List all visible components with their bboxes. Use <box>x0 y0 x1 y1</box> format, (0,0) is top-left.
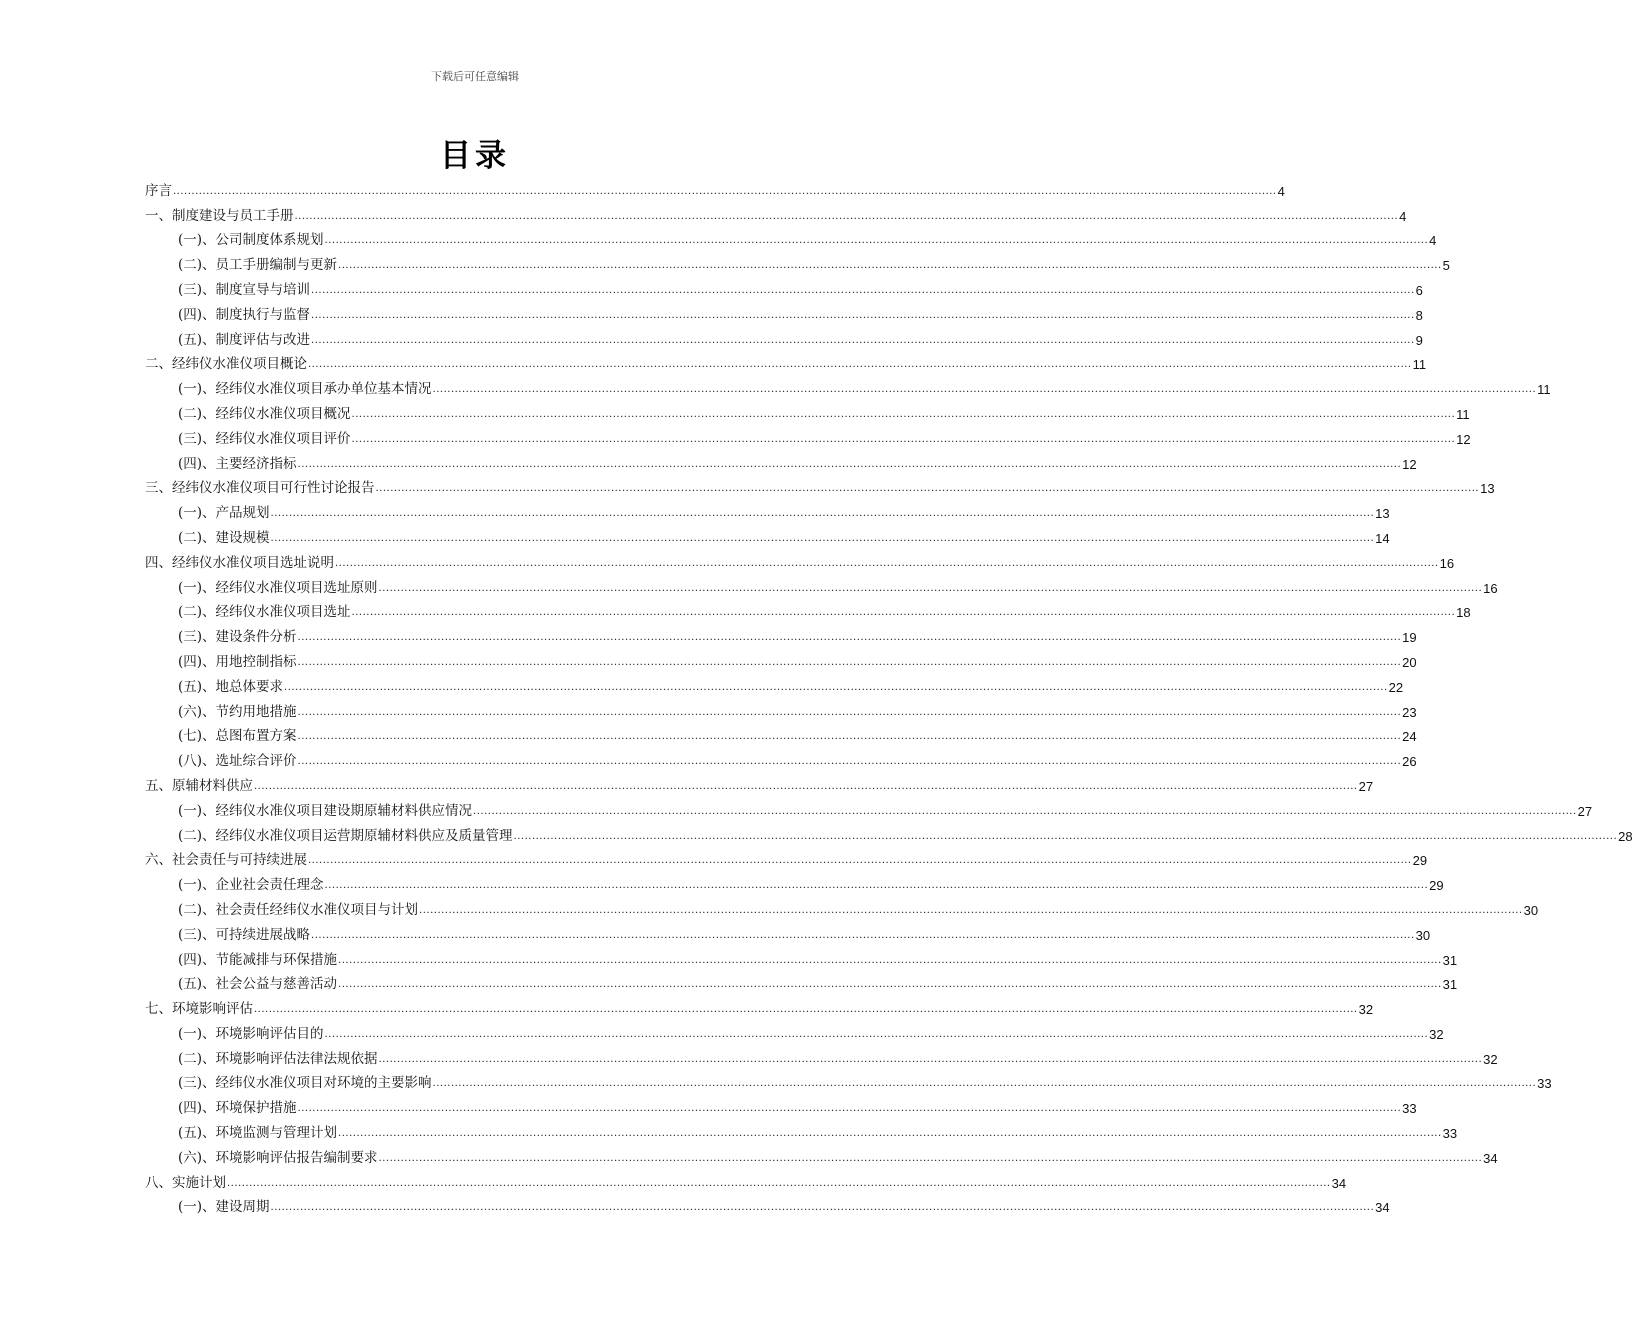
toc-entry-page: 16 <box>1483 580 1498 596</box>
table-of-contents <box>145 175 1633 1216</box>
toc-leader-dots: ............................................................................................................................................................................................................................................................................................................ <box>311 334 1415 346</box>
toc-entry-title: 四、经纬仪水准仪项目选址说明 <box>145 554 334 571</box>
toc-entry[interactable] <box>145 299 1423 324</box>
toc-entry-title: 三、经纬仪水准仪项目可行性讨论报告 <box>145 480 375 497</box>
toc-entry-page: 33 <box>1537 1076 1552 1092</box>
toc-leader-dots: ............................................................................................................................................................................................................................................................................................................ <box>324 235 1429 247</box>
toc-entry-title: (二)、社会责任经纬仪水准仪项目与计划 <box>178 901 419 918</box>
toc-entry-page: 13 <box>1375 506 1390 522</box>
toc-entry[interactable] <box>145 274 1423 299</box>
toc-entry[interactable] <box>145 646 1417 671</box>
toc-entry[interactable] <box>145 944 1458 969</box>
toc-entry[interactable] <box>145 1018 1444 1043</box>
header-note: 下载后可任意编辑 <box>431 70 519 83</box>
toc-entry[interactable] <box>145 547 1455 572</box>
toc-entry-page: 13 <box>1480 481 1495 497</box>
toc-entry-title: (三)、经纬仪水准仪项目评价 <box>178 430 351 447</box>
toc-leader-dots: ............................................................................................................................................................................................................................................................................................................ <box>378 1152 1483 1164</box>
toc-entry-title: (四)、用地控制指标 <box>178 653 297 670</box>
toc-entry-page: 4 <box>1399 208 1407 224</box>
toc-entry-title: (一)、经纬仪水准仪项目建设期原辅材料供应情况 <box>178 802 473 819</box>
toc-entry-title: (一)、企业社会责任理念 <box>178 877 324 894</box>
toc-entry-page: 22 <box>1388 679 1404 695</box>
toc-entry-page: 29 <box>1429 878 1444 894</box>
toc-entry-page: 8 <box>1415 307 1423 323</box>
toc-entry-page: 29 <box>1412 853 1428 869</box>
toc-leader-dots: ............................................................................................................................................................................................................................................................................................................ <box>473 805 1577 817</box>
toc-entry[interactable] <box>145 969 1458 994</box>
toc-entry[interactable] <box>145 373 1551 398</box>
toc-entry-page: 9 <box>1415 332 1423 348</box>
toc-leader-dots: ............................................................................................................................................................................................................................................................................................................ <box>432 1078 1537 1090</box>
toc-entry-title: (一)、公司制度体系规划 <box>178 232 324 249</box>
toc-entry[interactable] <box>145 721 1417 746</box>
toc-leader-dots: ............................................................................................................................................................................................................................................................................................................ <box>270 1202 1375 1214</box>
toc-entry[interactable] <box>145 770 1374 795</box>
toc-entry-title: (二)、建设规模 <box>178 529 270 546</box>
toc-entry-page: 32 <box>1483 1051 1498 1067</box>
toc-entry-page: 4 <box>1277 183 1285 199</box>
toc-entry-page: 27 <box>1577 803 1593 819</box>
toc-leader-dots: ............................................................................................................................................................................................................................................................................................................ <box>432 384 1537 396</box>
toc-leader-dots: ............................................................................................................................................................................................................................................................................................................ <box>311 284 1415 296</box>
toc-entry-title: (六)、节约用地措施 <box>178 703 297 720</box>
toc-entry-page: 12 <box>1402 456 1417 472</box>
toc-entry-page: 31 <box>1442 977 1458 993</box>
toc-leader-dots: ............................................................................................................................................................................................................................................................................................................ <box>297 756 1402 768</box>
toc-leader-dots: ............................................................................................................................................................................................................................................................................................................ <box>254 780 1358 792</box>
toc-entry-title: (四)、环境保护措施 <box>178 1100 297 1117</box>
toc-entry-page: 6 <box>1415 282 1423 298</box>
toc-leader-dots: ............................................................................................................................................................................................................................................................................................................ <box>297 731 1402 743</box>
toc-entry-page: 18 <box>1456 605 1471 621</box>
toc-leader-dots: ............................................................................................................................................................................................................................................................................................................ <box>297 706 1402 718</box>
toc-entry-page: 27 <box>1358 778 1374 794</box>
toc-leader-dots: ............................................................................................................................................................................................................................................................................................................ <box>297 458 1402 470</box>
toc-entry-page: 12 <box>1456 431 1471 447</box>
toc-entry-title: (五)、地总体要求 <box>178 678 284 695</box>
toc-entry-page: 4 <box>1429 233 1437 249</box>
toc-leader-dots: ............................................................................................................................................................................................................................................................................................................ <box>297 632 1402 644</box>
toc-entry[interactable] <box>145 448 1417 473</box>
toc-entry[interactable] <box>145 249 1450 274</box>
toc-entry-title: (七)、总图布置方案 <box>178 728 297 745</box>
toc-entry-page: 11 <box>1456 406 1470 422</box>
toc-entry-page: 33 <box>1442 1126 1458 1142</box>
toc-entry-title: (一)、产品规划 <box>178 505 270 522</box>
toc-leader-dots: ............................................................................................................................................................................................................................................................................................................ <box>324 1028 1429 1040</box>
toc-leader-dots: ............................................................................................................................................................................................................................................................................................................ <box>338 260 1442 272</box>
toc-leader-dots: ............................................................................................................................................................................................................................................................................................................ <box>375 483 1480 495</box>
toc-leader-dots: ............................................................................................................................................................................................................................................................................................................ <box>351 607 1456 619</box>
toc-entry-page: 32 <box>1358 1002 1374 1018</box>
toc-entry-title: 八、实施计划 <box>145 1174 226 1191</box>
toc-entry-page: 34 <box>1375 1200 1390 1216</box>
toc-entry[interactable] <box>145 919 1431 944</box>
toc-entry-title: (四)、制度执行与监督 <box>178 306 311 323</box>
toc-entry[interactable] <box>145 820 1633 845</box>
toc-entry-title: (二)、经纬仪水准仪项目概况 <box>178 405 351 422</box>
toc-entry[interactable] <box>145 497 1390 522</box>
toc-entry-title: (三)、建设条件分析 <box>178 629 297 646</box>
toc-entry[interactable] <box>145 398 1470 423</box>
toc-entry-page: 11 <box>1412 357 1427 373</box>
toc-entry[interactable] <box>145 324 1423 349</box>
toc-entry[interactable] <box>145 473 1495 498</box>
toc-entry-page: 31 <box>1442 952 1458 968</box>
toc-entry-page: 19 <box>1402 630 1417 646</box>
toc-leader-dots: ............................................................................................................................................................................................................................................................................................................ <box>338 954 1442 966</box>
toc-entry[interactable] <box>145 1092 1417 1117</box>
toc-entry-title: 七、环境影响评估 <box>145 1001 253 1018</box>
toc-entry-page: 14 <box>1375 530 1390 546</box>
toc-leader-dots: ............................................................................................................................................................................................................................................................................................................ <box>378 1053 1483 1065</box>
toc-entry-page: 34 <box>1331 1175 1347 1191</box>
toc-entry-title: (二)、经纬仪水准仪项目运营期原辅材料供应及质量管理 <box>178 827 513 844</box>
toc-entry-page: 26 <box>1402 754 1417 770</box>
toc-leader-dots: ............................................................................................................................................................................................................................................................................................................ <box>297 1103 1402 1115</box>
toc-entry-title: (五)、社会公益与慈善活动 <box>178 976 338 993</box>
toc-entry[interactable] <box>145 1192 1390 1217</box>
toc-entry-title: (三)、制度宣导与培训 <box>178 281 311 298</box>
toc-entry-page: 32 <box>1429 1026 1444 1042</box>
toc-entry[interactable] <box>145 175 1285 200</box>
toc-entry-title: (一)、建设周期 <box>178 1199 270 1216</box>
toc-leader-dots: ............................................................................................................................................................................................................................................................................................................ <box>294 210 1399 222</box>
toc-entry-page: 23 <box>1402 704 1417 720</box>
toc-entry[interactable] <box>145 1068 1552 1093</box>
toc-entry-title: 一、制度建设与员工手册 <box>145 207 294 224</box>
toc-entry[interactable] <box>145 696 1417 721</box>
toc-entry[interactable] <box>145 745 1417 770</box>
toc-entry[interactable] <box>145 572 1498 597</box>
toc-entry-page: 5 <box>1442 258 1450 274</box>
toc-entry[interactable] <box>145 795 1593 820</box>
toc-entry-page: 28 <box>1618 828 1633 844</box>
toc-entry-title: 序言 <box>145 182 172 199</box>
toc-leader-dots: ............................................................................................................................................................................................................................................................................................................ <box>227 1177 1331 1189</box>
toc-entry-page: 33 <box>1402 1101 1417 1117</box>
toc-entry-title: (五)、制度评估与改进 <box>178 331 311 348</box>
toc-leader-dots: ............................................................................................................................................................................................................................................................................................................ <box>351 433 1456 445</box>
toc-entry[interactable] <box>145 621 1417 646</box>
toc-entry-page: 20 <box>1402 654 1417 670</box>
toc-entry-title: (三)、经纬仪水准仪项目对环境的主要影响 <box>178 1075 432 1092</box>
toc-entry-page: 24 <box>1402 729 1417 745</box>
toc-leader-dots: ............................................................................................................................................................................................................................................................................................................ <box>338 979 1442 991</box>
toc-entry-title: (二)、经纬仪水准仪项目选址 <box>178 604 351 621</box>
toc-entry-title: (三)、可持续进展战略 <box>178 926 311 943</box>
toc-leader-dots: ............................................................................................................................................................................................................................................................................................................ <box>254 1004 1358 1016</box>
toc-entry[interactable] <box>145 671 1404 696</box>
toc-entry[interactable] <box>145 1167 1347 1192</box>
toc-entry-title: (二)、环境影响评估法律法规依据 <box>178 1050 378 1067</box>
toc-leader-dots: ............................................................................................................................................................................................................................................................................................................ <box>297 656 1402 668</box>
toc-entry[interactable] <box>145 423 1471 448</box>
toc-entry[interactable] <box>145 894 1539 919</box>
toc-entry[interactable] <box>145 200 1407 225</box>
toc-entry-page: 11 <box>1537 382 1551 398</box>
toc-entry-page: 30 <box>1415 927 1431 943</box>
toc-leader-dots: ............................................................................................................................................................................................................................................................................................................ <box>284 681 1388 693</box>
toc-entry[interactable] <box>145 869 1444 894</box>
toc-entry-title: (一)、经纬仪水准仪项目选址原则 <box>178 579 378 596</box>
toc-leader-dots: ............................................................................................................................................................................................................................................................................................................ <box>270 508 1375 520</box>
toc-entry-title: (二)、员工手册编制与更新 <box>178 257 338 274</box>
toc-entry-title: (一)、经纬仪水准仪项目承办单位基本情况 <box>178 381 432 398</box>
toc-leader-dots: ............................................................................................................................................................................................................................................................................................................ <box>270 532 1375 544</box>
page-title: 目录 <box>440 138 510 174</box>
toc-entry[interactable] <box>145 349 1427 374</box>
toc-leader-dots: ............................................................................................................................................................................................................................................................................................................ <box>513 830 1618 842</box>
toc-entry[interactable] <box>145 225 1437 250</box>
toc-entry[interactable] <box>145 597 1471 622</box>
toc-leader-dots: ............................................................................................................................................................................................................................................................................................................ <box>419 904 1523 916</box>
toc-leader-dots: ............................................................................................................................................................................................................................................................................................................ <box>311 309 1415 321</box>
toc-entry-title: 六、社会责任与可持续进展 <box>145 852 307 869</box>
toc-entry[interactable] <box>145 993 1374 1018</box>
toc-entry-title: (六)、环境影响评估报告编制要求 <box>178 1149 378 1166</box>
toc-leader-dots: ............................................................................................................................................................................................................................................................................................................ <box>324 880 1429 892</box>
toc-leader-dots: ............................................................................................................................................................................................................................................................................................................ <box>173 185 1277 197</box>
toc-entry-title: 二、经纬仪水准仪项目概论 <box>145 356 307 373</box>
toc-entry[interactable] <box>145 1043 1498 1068</box>
toc-leader-dots: ............................................................................................................................................................................................................................................................................................................ <box>308 855 1412 867</box>
toc-entry-title: 五、原辅材料供应 <box>145 777 253 794</box>
toc-leader-dots: ............................................................................................................................................................................................................................................................................................................ <box>378 582 1483 594</box>
toc-entry[interactable] <box>145 522 1390 547</box>
toc-entry-page: 30 <box>1523 902 1539 918</box>
toc-entry-page: 34 <box>1483 1150 1498 1166</box>
toc-entry[interactable] <box>145 1117 1458 1142</box>
toc-entry-title: (八)、选址综合评价 <box>178 753 297 770</box>
toc-leader-dots: ............................................................................................................................................................................................................................................................................................................ <box>338 1128 1442 1140</box>
toc-entry-title: (四)、主要经济指标 <box>178 455 297 472</box>
toc-entry-title: (一)、环境影响评估目的 <box>178 1025 324 1042</box>
toc-leader-dots: ............................................................................................................................................................................................................................................................................................................ <box>311 929 1415 941</box>
toc-entry[interactable] <box>145 1142 1498 1167</box>
toc-leader-dots: ............................................................................................................................................................................................................................................................................................................ <box>308 359 1412 371</box>
toc-entry[interactable] <box>145 845 1428 870</box>
toc-entry-title: (四)、节能减排与环保措施 <box>178 951 338 968</box>
toc-leader-dots: ............................................................................................................................................................................................................................................................................................................ <box>335 557 1439 569</box>
toc-entry-page: 16 <box>1439 555 1455 571</box>
toc-entry-title: (五)、环境监测与管理计划 <box>178 1125 338 1142</box>
toc-leader-dots: ............................................................................................................................................................................................................................................................................................................ <box>351 408 1456 420</box>
